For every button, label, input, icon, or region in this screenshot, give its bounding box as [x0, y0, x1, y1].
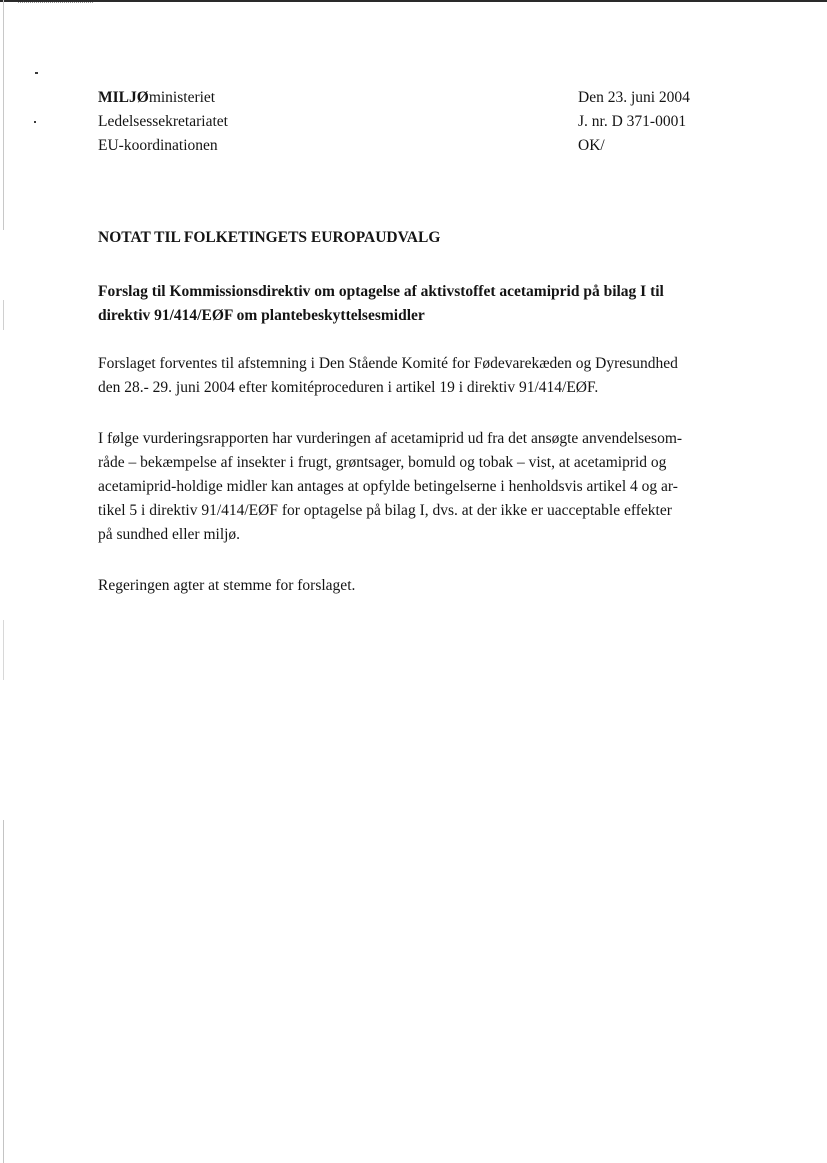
top-scan-edge	[0, 0, 827, 2]
margin-mark	[35, 72, 38, 74]
subject-line: Forslag til Kommissionsdirektiv om optagelse af aktivstoffet acetamiprid på bilag I til	[98, 283, 664, 300]
department-name: Ledelsessekretariatet	[98, 113, 228, 130]
left-scan-edge	[3, 0, 4, 1163]
paragraph-assessment	[98, 427, 748, 547]
paragraph-line: råde – bekæmpelse af insekter i frugt, grøntsager, bomuld og tobak – vist, at acetamiprid og	[98, 454, 667, 471]
journal-number: J. nr. D 371-0001	[578, 113, 687, 130]
top-scan-dots	[18, 2, 93, 3]
margin-mark	[34, 121, 36, 123]
note-title: NOTAT TIL FOLKETINGETS EUROPAUDVALG	[98, 229, 441, 246]
paragraph-line: Regeringen agter at stemme for forslaget.	[98, 577, 356, 594]
paragraph-line: acetamiprid-holdige midler kan antages at opfylde betingelserne i henholdsvis artikel 4 og ar-	[98, 478, 678, 495]
ministry-name-bold: MILJØ	[98, 89, 149, 106]
unit-name: EU-koordinationen	[98, 137, 218, 154]
paragraph-vote-schedule	[98, 352, 748, 400]
ministry-name	[98, 86, 228, 110]
reference-block	[578, 86, 690, 158]
paragraph-line: tikel 5 i direktiv 91/414/EØF for optagelse på bilag I, dvs. at der ikke er uacceptable effekter	[98, 502, 672, 519]
paragraph-line: den 28.- 29. juni 2004 efter komitéproceduren i artikel 19 i direktiv 91/414/EØF.	[98, 379, 599, 396]
ministry-name-rest: ministeriet	[148, 89, 216, 106]
paragraph-government-position	[98, 574, 748, 598]
subject-heading	[98, 280, 748, 328]
author-initials: OK/	[578, 137, 605, 154]
paragraph-line: på sundhed eller miljø.	[98, 526, 241, 543]
paragraph-line: Forslaget forventes til afstemning i Den Stående Komité for Fødevarekæden og Dyresundhed	[98, 355, 678, 372]
sender-block	[98, 86, 228, 158]
document-date: Den 23. juni 2004	[578, 89, 690, 106]
subject-line: direktiv 91/414/EØF om plantebeskyttelsesmidler	[98, 307, 425, 324]
paragraph-line: I følge vurderingsrapporten har vurderingen af acetamiprid ud fra det ansøgte anvendelsesom-	[98, 430, 683, 447]
